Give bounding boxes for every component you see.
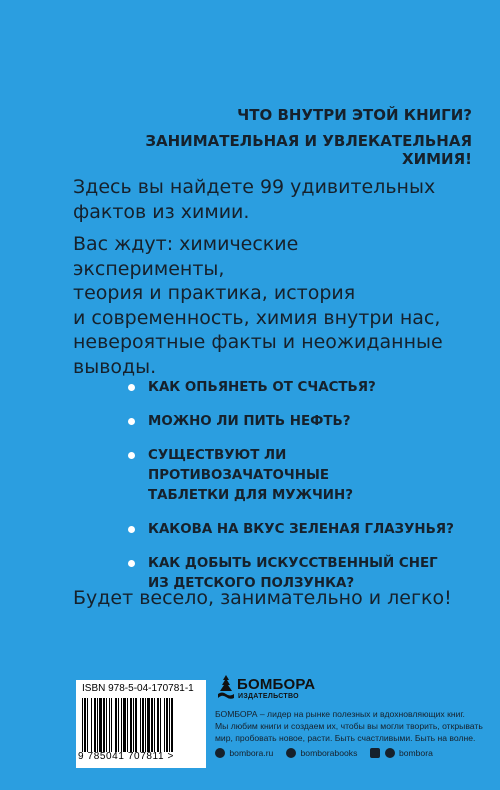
barcode-bar	[106, 698, 107, 752]
globe-icon	[215, 748, 225, 758]
youtube-icon	[370, 748, 380, 758]
question-line: СУЩЕСТВУЮТ ЛИ ПРОТИВОЗАЧАТОЧНЫЕ	[148, 448, 329, 483]
barcode-bar	[164, 698, 165, 752]
telegram-icon	[385, 748, 395, 758]
barcode-bar	[157, 698, 159, 752]
intro-paragraph-1	[73, 175, 453, 224]
barcode-bar	[115, 698, 117, 752]
barcode-bar	[130, 698, 132, 752]
barcode-bar	[91, 698, 92, 752]
question-line: КАК ДОБЫТЬ ИСКУССТВЕННЫЙ СНЕГ	[148, 556, 438, 571]
barcode-bar	[111, 698, 112, 752]
bullet-dot-icon	[128, 560, 135, 567]
barcode-digits: 9 785041 707811 >	[78, 751, 174, 762]
blurb-line: мир, пробовать новое, расти. Быть счастливыми. Быть на волне.	[215, 733, 476, 743]
publisher-subtitle: ИЗДАТЕЛЬСТВО	[238, 693, 299, 700]
headline-line-1: ЧТО ВНУТРИ ЭТОЙ КНИГИ?	[237, 106, 472, 124]
question-line: КАК ОПЬЯНЕТЬ ОТ СЧАСТЬЯ?	[148, 380, 376, 395]
blurb-line: БОМБОРА – лидер на рынке полезных и вдохновляющих книг.	[215, 709, 465, 719]
barcode-bar	[82, 698, 83, 752]
question-item	[128, 378, 468, 398]
barcode-bar	[84, 698, 86, 752]
isbn-text: ISBN 978-5-04-170781-1	[82, 683, 194, 694]
barcode-bar	[109, 698, 110, 752]
barcode-bar	[118, 698, 119, 752]
question-item	[128, 446, 468, 506]
intro-line: невероятные факты и неожиданные	[73, 331, 443, 353]
intro-line: выводы.	[73, 355, 157, 378]
closing-line: Будет весело, занимательно и легко!	[73, 587, 452, 609]
social-links	[215, 747, 495, 758]
intro-line: теория и практика, история	[73, 282, 356, 304]
barcode-bar	[166, 698, 168, 752]
barcode-bar	[142, 698, 144, 752]
barcode-bar	[169, 698, 170, 752]
publisher-name: БОМБОРА	[237, 676, 316, 693]
bullet-dot-icon	[128, 418, 135, 425]
barcode-panel	[76, 680, 206, 768]
barcode-bar	[151, 698, 153, 752]
question-item	[128, 412, 468, 432]
barcode-bar	[171, 698, 173, 752]
barcode-bar	[140, 698, 141, 752]
question-item	[128, 520, 468, 540]
barcode-bar	[121, 698, 122, 752]
bombora-logo-icon	[215, 674, 237, 700]
question-list	[128, 378, 468, 594]
barcode-bar	[97, 698, 98, 752]
barcode	[82, 698, 200, 752]
barcode-bar	[154, 698, 155, 752]
barcode-bar	[133, 698, 134, 752]
barcode-bar	[94, 698, 96, 752]
bullet-dot-icon	[128, 384, 135, 391]
bullet-dot-icon	[128, 452, 135, 459]
barcode-bar	[145, 698, 146, 752]
question-line: ИЗ ДЕТСКОГО ПОЛЗУНКА?	[148, 576, 355, 591]
barcode-bar	[123, 698, 126, 752]
website-link[interactable]: bombora.ru	[229, 747, 274, 758]
intro-line: Вас ждут: химические эксперименты,	[73, 233, 299, 280]
barcode-bar	[147, 698, 150, 752]
question-line: МОЖНО ЛИ ПИТЬ НЕФТЬ?	[148, 414, 351, 429]
vk-link[interactable]: bomborabooks	[300, 747, 358, 758]
intro-paragraph-2	[73, 232, 453, 379]
headline-line-2: ЗАНИМАТЕЛЬНАЯ И УВЛЕКАТЕЛЬНАЯ ХИМИЯ!	[145, 132, 472, 168]
barcode-bar	[127, 698, 128, 752]
question-line: ТАБЛЕТКИ ДЛЯ МУЖЧИН?	[148, 488, 353, 503]
intro-line: фактов из химии.	[73, 200, 250, 223]
blurb-line: Мы любим книги и создаем их, чтобы вы могли творить, открывать	[215, 721, 483, 731]
barcode-bar	[160, 698, 161, 752]
vk-icon	[286, 748, 296, 758]
publisher-blurb	[215, 708, 493, 744]
barcode-bar	[103, 698, 105, 752]
intro-line: и современность, химия внутри нас,	[73, 306, 441, 329]
telegram-link[interactable]: bombora	[398, 747, 433, 758]
barcode-bar	[87, 698, 88, 752]
barcode-bar	[135, 698, 137, 752]
question-line: КАКОВА НА ВКУС ЗЕЛЕНАЯ ГЛАЗУНЬЯ?	[148, 522, 454, 537]
barcode-bar	[99, 698, 102, 752]
bullet-dot-icon	[128, 526, 135, 533]
intro-line: Здесь вы найдете 99 удивительных	[73, 176, 436, 198]
